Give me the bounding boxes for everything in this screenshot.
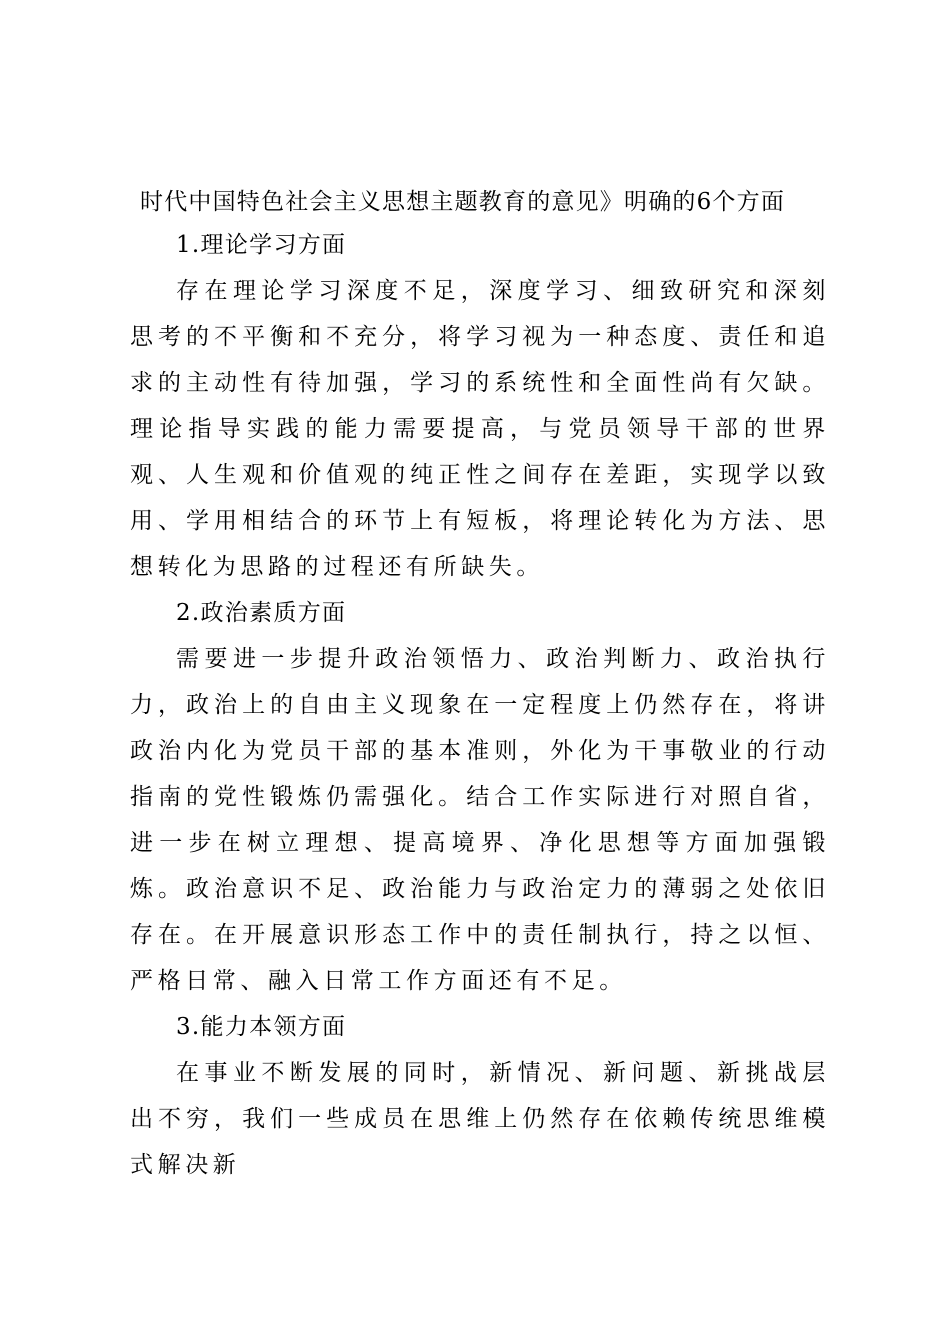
section-theory-study [130, 222, 830, 590]
section-political-quality [130, 590, 830, 1004]
section-heading: 1.理论学习方面 [176, 232, 347, 258]
section-heading: 2.政治素质方面 [176, 600, 347, 626]
section-paragraph: 存在理论学习深度不足，深度学习、细致研究和深刻思考的不平衡和不充分，将学习视为一种态度、责任和追求的主动性有待加强，学习的系统性和全面性尚有欠缺。理论指导实践的能力需要提高，与党员领导干部的世界观、人生观和价值观的纯正性之间存在差距，实现学以致用、学用相结合的环节上有短板，将理论转化为方法、思想转化为思路的过程还有所缺失。 [130, 278, 830, 580]
section-ability-skills [130, 1004, 830, 1188]
section-paragraph: 需要进一步提升政治领悟力、政治判断力、政治执行力，政治上的自由主义现象在一定程度上仍然存在，将讲政治内化为党员干部的基本准则，外化为干事敬业的行动指南的党性锻炼仍需强化。结合工作实际进行对照自省，进一步在树立理想、提高境界、净化思想等方面加强锻炼。政治意识不足、政治能力与政治定力的薄弱之处依旧存在。在开展意识形态工作中的责任制执行，持之以恒、严格日常、融入日常工作方面还有不足。 [130, 646, 830, 994]
document-body [130, 222, 830, 1188]
document-title-line: 时代中国特色社会主义思想主题教育的意见》明确的6个方面 [140, 189, 786, 215]
section-heading: 3.能力本领方面 [176, 1014, 347, 1040]
section-paragraph: 在事业不断发展的同时，新情况、新问题、新挑战层出不穷，我们一些成员在思维上仍然存在依赖传统思维模式解决新 [130, 1060, 830, 1178]
